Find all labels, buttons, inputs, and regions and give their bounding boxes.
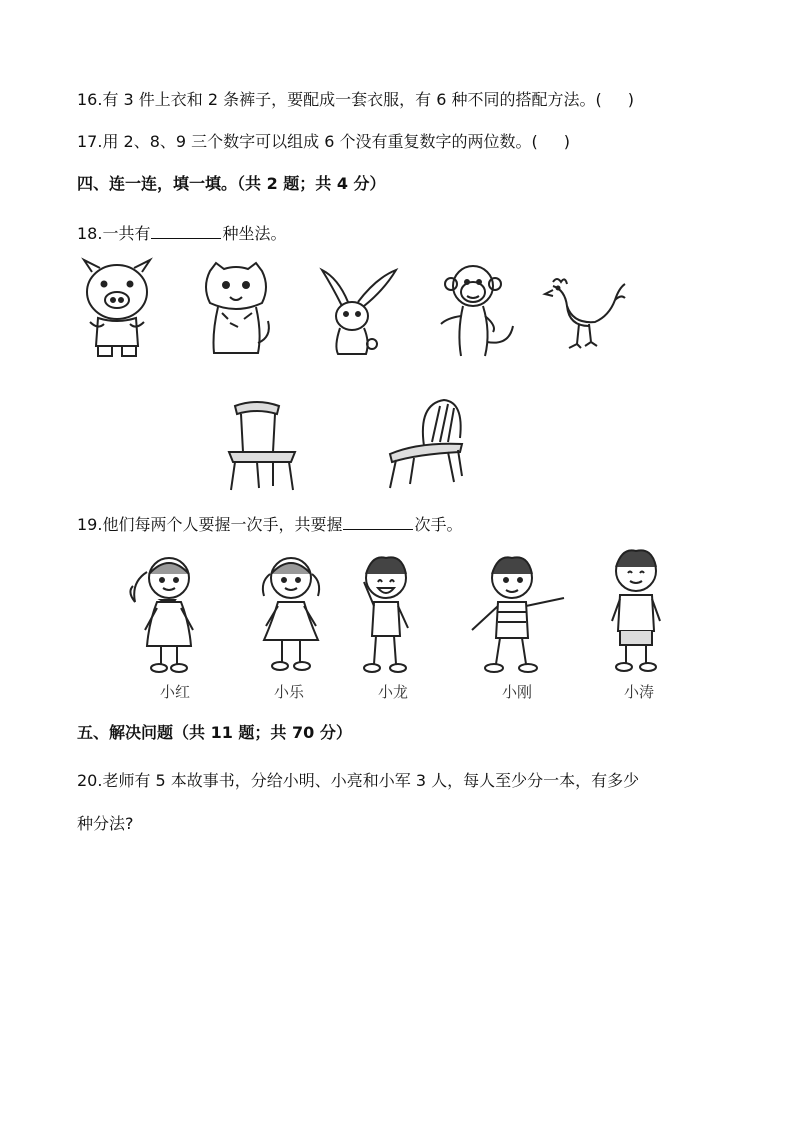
question-20-line-2: 种分法? bbox=[77, 814, 134, 833]
boy-xiaogang-image bbox=[468, 552, 568, 678]
wooden-chair-image bbox=[388, 398, 468, 490]
chair-image bbox=[227, 400, 297, 492]
pig-image bbox=[76, 260, 158, 362]
child-name-label: 小龙 bbox=[378, 683, 409, 701]
rooster-image bbox=[545, 276, 627, 352]
child-name-label: 小涛 bbox=[624, 683, 655, 701]
rabbit-image bbox=[318, 266, 400, 360]
monkey-image bbox=[437, 262, 517, 362]
section-5-heading: 五、解决问题（共 11 题；共 70 分） bbox=[77, 723, 352, 742]
boy-xiaotao-image bbox=[606, 545, 668, 675]
child-name-label: 小红 bbox=[160, 683, 191, 701]
answer-blank-19[interactable] bbox=[343, 515, 413, 530]
question-16: 16.有 3 件上衣和 2 条裤子，要配成一套衣服，有 6 种不同的搭配方法。( ) bbox=[77, 90, 634, 109]
question-18: 18.一共有 种坐法。 bbox=[77, 224, 287, 243]
child-name-label: 小刚 bbox=[502, 683, 533, 701]
question-20-line-1: 20.老师有 5 本故事书，分给小明、小亮和小军 3 人，每人至少分一本，有多少 bbox=[77, 771, 640, 790]
girl-xiaole-image bbox=[256, 552, 326, 678]
answer-blank-18[interactable] bbox=[151, 224, 221, 239]
question-19: 19.他们每两个人要握一次手，共要握 次手。 bbox=[77, 515, 463, 534]
boy-xiaolong-image bbox=[358, 552, 414, 678]
child-name-label: 小乐 bbox=[274, 683, 305, 701]
section-4-heading: 四、连一连，填一填。（共 2 题；共 4 分） bbox=[77, 174, 386, 193]
tiger-image bbox=[200, 263, 272, 357]
girl-xiaohong-image bbox=[125, 552, 211, 678]
question-17: 17.用 2、8、9 三个数字可以组成 6 个没有重复数字的两位数。( ) bbox=[77, 132, 571, 151]
